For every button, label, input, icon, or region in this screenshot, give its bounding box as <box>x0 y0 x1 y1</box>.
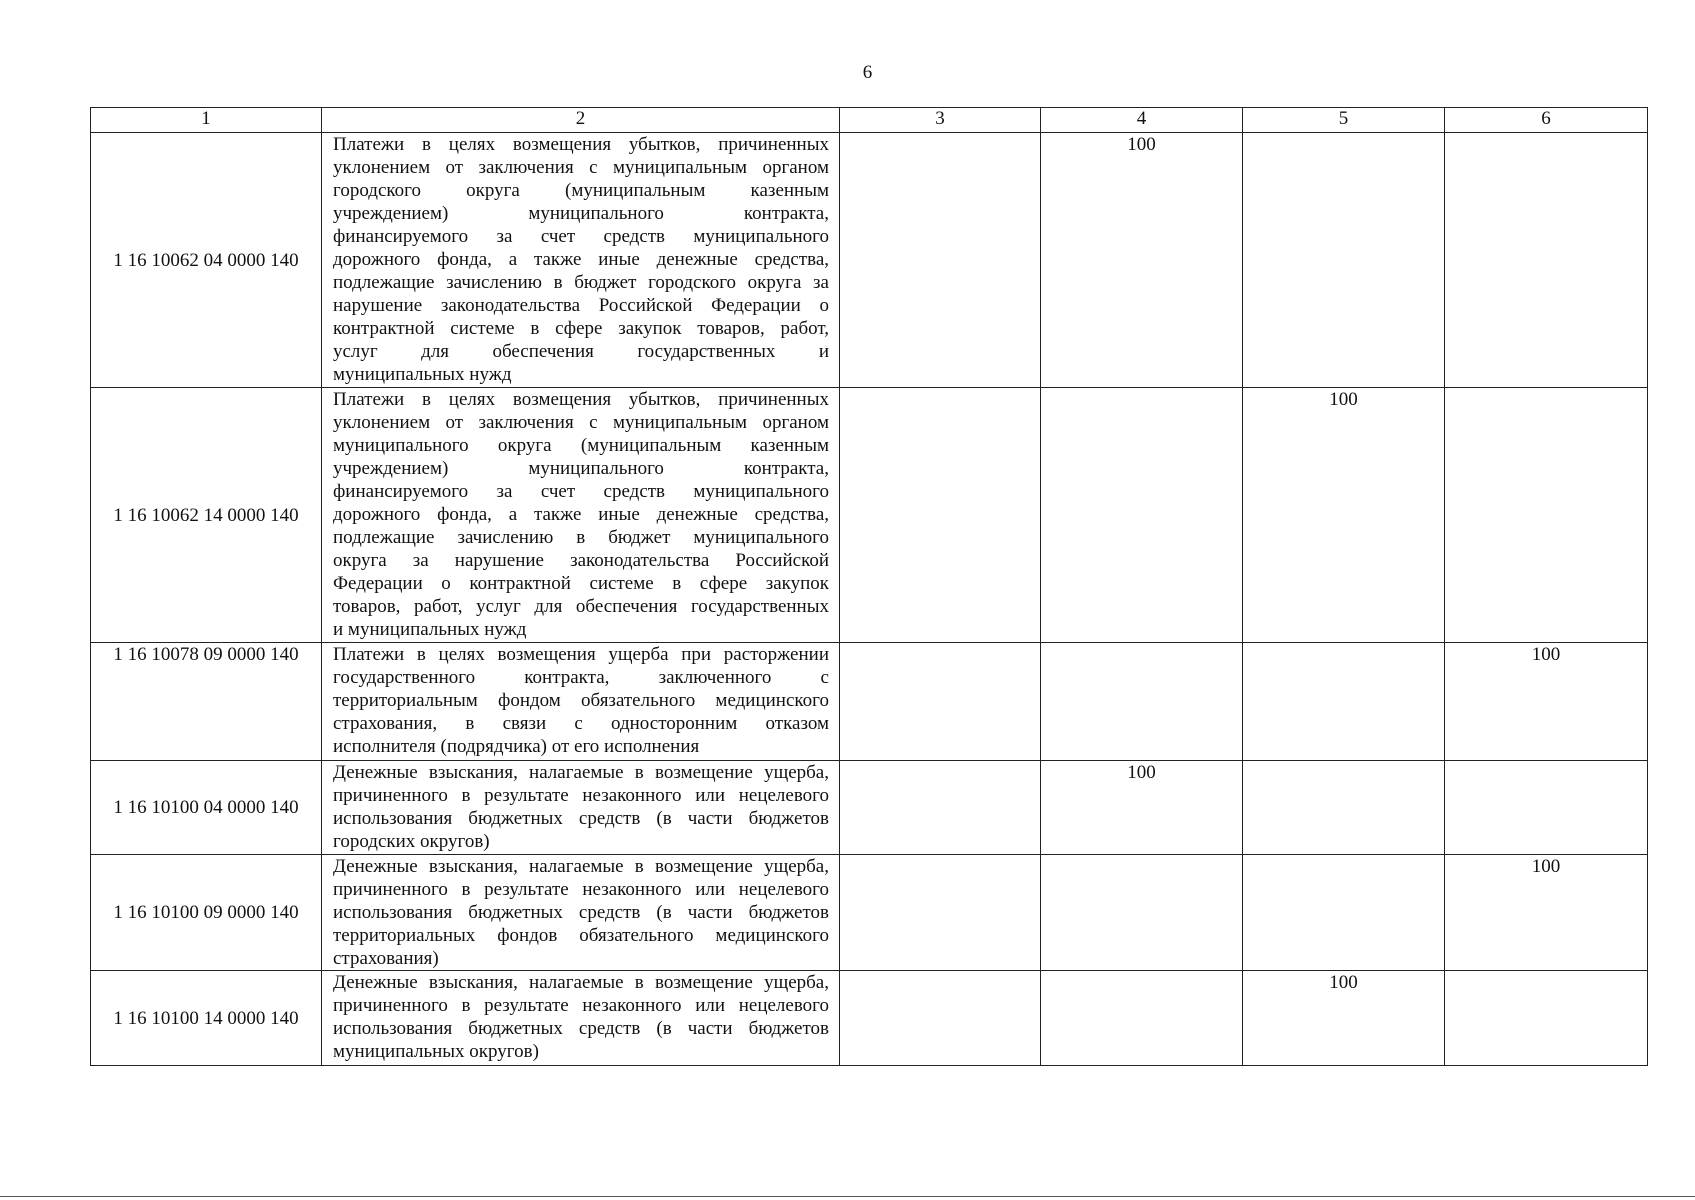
percent-cell-col5 <box>1243 855 1445 971</box>
description-line: дорожного фонда, а также иные денежные средства, <box>333 504 829 525</box>
description-line: Денежные взыскания, налагаемые в возмещение ущерба, <box>333 856 829 877</box>
scan-edge-line <box>0 1196 1695 1197</box>
column-header-6: 6 <box>1445 108 1648 133</box>
description-line: территориальным фондом обязательного медицинского <box>333 690 829 711</box>
percent-cell-col5 <box>1243 133 1445 388</box>
description-line: использования бюджетных средств (в части бюджетов <box>333 1018 829 1039</box>
percent-cell-col4 <box>1041 971 1243 1066</box>
description-line: нарушение законодательства Российской Федерации о <box>333 295 829 316</box>
description-cell <box>322 761 840 855</box>
description-line: учреждением) муниципального контракта, <box>333 203 829 224</box>
description-line: подлежащие зачислению в бюджет городского округа за <box>333 272 829 293</box>
percent-cell-col5: 100 <box>1243 971 1445 1066</box>
budget-code-cell: 1 16 10100 04 0000 140 <box>91 761 322 855</box>
description-line: Денежные взыскания, налагаемые в возмещение ущерба, <box>333 762 829 783</box>
description-cell <box>322 643 840 761</box>
description-line: муниципальных округов) <box>333 1041 539 1062</box>
page-number: 6 <box>862 62 873 83</box>
description-cell <box>322 133 840 388</box>
percent-cell-col6 <box>1445 971 1648 1066</box>
description-line: Федерации о контрактной системе в сфере закупок <box>333 573 829 594</box>
column-header-5: 5 <box>1243 108 1445 133</box>
description-line: муниципальных нужд <box>333 364 512 385</box>
description-line: государственного контракта, заключенного с <box>333 667 829 688</box>
percent-cell-col4 <box>1041 388 1243 643</box>
percent-cell-col6 <box>1445 761 1648 855</box>
budget-code-cell: 1 16 10078 09 0000 140 <box>91 643 322 761</box>
description-line: дорожного фонда, а также иные денежные средства, <box>333 249 829 270</box>
percent-cell-col3 <box>840 855 1041 971</box>
description-line: Платежи в целях возмещения убытков, причиненных <box>333 134 829 155</box>
percent-cell-col3 <box>840 388 1041 643</box>
table-body <box>91 133 1648 1066</box>
table-row <box>91 388 1648 643</box>
description-line: использования бюджетных средств (в части бюджетов <box>333 902 829 923</box>
column-header-1: 1 <box>91 108 322 133</box>
description-line: причиненного в результате незаконного или нецелевого <box>333 879 829 900</box>
percent-cell-col3 <box>840 133 1041 388</box>
percent-cell-col3 <box>840 643 1041 761</box>
percent-cell-col5: 100 <box>1243 388 1445 643</box>
description-cell <box>322 971 840 1066</box>
description-line: городских округов) <box>333 831 490 852</box>
budget-code-cell: 1 16 10062 04 0000 140 <box>91 133 322 388</box>
description-line: уклонением от заключения с муниципальным органом <box>333 157 829 178</box>
description-line: Платежи в целях возмещения убытков, причиненных <box>333 389 829 410</box>
table-row <box>91 133 1648 388</box>
description-cell <box>322 855 840 971</box>
description-line: контрактной системе в сфере закупок товаров, работ, <box>333 318 829 339</box>
column-header-3: 3 <box>840 108 1041 133</box>
table-row <box>91 761 1648 855</box>
budget-code-cell: 1 16 10100 09 0000 140 <box>91 855 322 971</box>
description-cell <box>322 388 840 643</box>
percent-cell-col5 <box>1243 643 1445 761</box>
percent-cell-col3 <box>840 971 1041 1066</box>
table-row <box>91 971 1648 1066</box>
percent-cell-col6 <box>1445 133 1648 388</box>
description-line: учреждением) муниципального контракта, <box>333 458 829 479</box>
description-line: причиненного в результате незаконного или нецелевого <box>333 995 829 1016</box>
description-line: и муниципальных нужд <box>333 619 527 640</box>
description-line: подлежащие зачислению в бюджет муниципального <box>333 527 829 548</box>
percent-cell-col3 <box>840 761 1041 855</box>
description-line: страхования) <box>333 948 439 969</box>
description-line: товаров, работ, услуг для обеспечения государственных <box>333 596 829 617</box>
description-line: услуг для обеспечения государственных и <box>333 341 829 362</box>
percent-cell-col6: 100 <box>1445 643 1648 761</box>
column-header-2: 2 <box>322 108 840 133</box>
description-line: страхования, в связи с односторонним отказом <box>333 713 829 734</box>
description-line: исполнителя (подрядчика) от его исполнения <box>333 736 700 757</box>
description-line: причиненного в результате незаконного или нецелевого <box>333 785 829 806</box>
table-row <box>91 855 1648 971</box>
description-line: финансируемого за счет средств муниципального <box>333 481 829 502</box>
description-line: территориальных фондов обязательного медицинского <box>333 925 829 946</box>
budget-code-cell: 1 16 10100 14 0000 140 <box>91 971 322 1066</box>
percent-cell-col4 <box>1041 643 1243 761</box>
percent-cell-col4: 100 <box>1041 133 1243 388</box>
percent-cell-col4 <box>1041 855 1243 971</box>
percent-cell-col6: 100 <box>1445 855 1648 971</box>
description-line: использования бюджетных средств (в части бюджетов <box>333 808 829 829</box>
percent-cell-col5 <box>1243 761 1445 855</box>
description-line: Денежные взыскания, налагаемые в возмещение ущерба, <box>333 972 829 993</box>
description-line: уклонением от заключения с муниципальным органом <box>333 412 829 433</box>
description-line: городского округа (муниципальным казенным <box>333 180 829 201</box>
revenue-code-table <box>90 107 1648 1066</box>
percent-cell-col6 <box>1445 388 1648 643</box>
description-line: округа за нарушение законодательства Российской <box>333 550 829 571</box>
percent-cell-col4: 100 <box>1041 761 1243 855</box>
budget-code-cell: 1 16 10062 14 0000 140 <box>91 388 322 643</box>
column-header-4: 4 <box>1041 108 1243 133</box>
description-line: Платежи в целях возмещения ущерба при расторжении <box>333 644 829 665</box>
description-line: финансируемого за счет средств муниципального <box>333 226 829 247</box>
description-line: муниципального округа (муниципальным казенным <box>333 435 829 456</box>
header-row <box>91 108 1648 133</box>
table-row <box>91 643 1648 761</box>
